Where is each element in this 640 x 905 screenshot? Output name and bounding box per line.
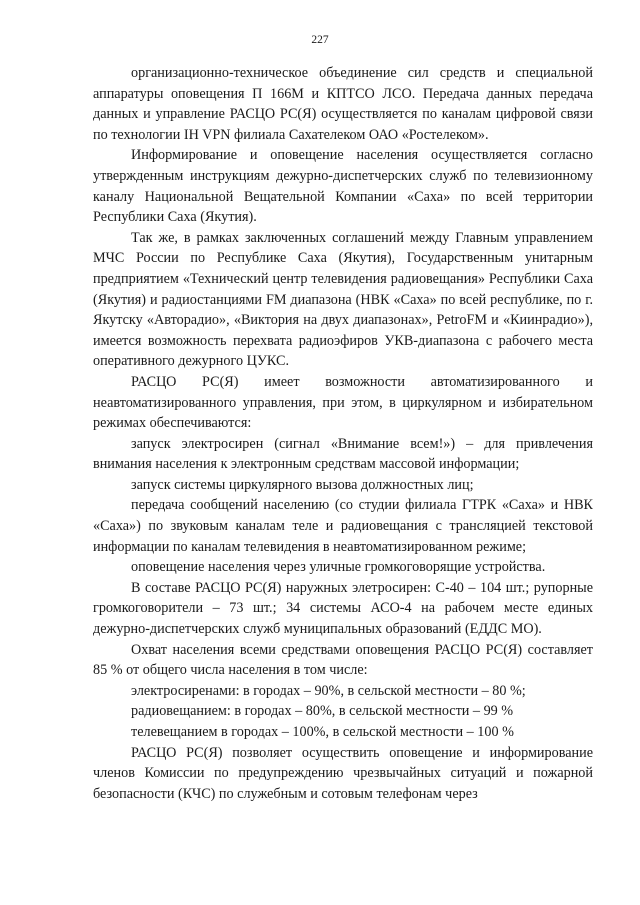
paragraph: РАСЦО РС(Я) позволяет осуществить оповещение и информирование членов Комиссии по предупреждению чрезвычайных ситуаций и пожарной безопасности (КЧС) по служебным и сотовым телефонам через — [93, 744, 593, 802]
paragraph: В составе РАСЦО РС(Я) наружных элетросирен: С-40 – 104 шт.; рупорные громкоговорители – 73 шт.; 34 системы АСО-4 на рабочем месте единых дежурно-диспетчерских служб муниципальных образований (ЕДДС МО). — [93, 579, 593, 638]
list-item: запуск электросирен (сигнал «Внимание всем!») – для привлечения внимания населения к электронным средствам массовой информации; — [93, 435, 593, 473]
paragraph: организационно-техническое объединение сил средств и специальной аппаратуры оповещения П 166М и КПТСО ЛСО. Передача данных передача данных и управление РАСЦО РС(Я) осуществляется по каналам цифровой связи по технологии IH VPN филиала Сахателеком ОАО «Ростелеком». — [93, 65, 593, 143]
list-item: оповещение населения через уличные громкоговорящие устройства. — [131, 559, 546, 576]
list-item: телевещанием в городах – 100%, в сельской местности – 100 % — [131, 724, 514, 740]
document-body — [93, 63, 593, 804]
list-item: запуск системы циркулярного вызова должностных лиц; — [131, 476, 474, 493]
paragraph: РАСЦО РС(Я) имеет возможности автоматизированного и неавтоматизированного управления, при этом, в циркулярном и избирательном режимах обеспечиваются: — [93, 373, 593, 432]
paragraph: Так же, в рамках заключенных соглашений между Главным управлением МЧС России по Республике Саха (Якутия), Государственным унитарным предприятием «Технический центр телевидения радиовещания» Республики Саха (Якутия) и радиостанциями FM диапазона (НВК «Саха» по всей республике, по г. Якутску «Авторадио», «Виктория на двух диапазонах», PetroFM и «Киинрадио»), имеется возможность перехвата радиоэфиров УКВ-диапазона с рабочего места оперативного дежурного ЦУКС. — [93, 229, 593, 370]
paragraph: Информирование и оповещение населения осуществляется согласно утвержденным инструкциям дежурно-диспетчерских служб по телевизионному каналу Национальной Вещательной Компании «Саха» по всей территории Республики Саха (Якутия). — [93, 147, 593, 226]
list-item: передача сообщений населению (со студии филиала ГТРК «Саха» и НВК «Саха») по звуковым каналам теле и радиовещания с трансляцией текстовой информации по каналам телевидения в неавтоматизированном режиме; — [93, 497, 593, 555]
paragraph: Охват населения всеми средствами оповещения РАСЦО РС(Я) составляет 85 % от общего числа населения в том числе: — [93, 641, 593, 679]
list-item: радиовещанием: в городах – 80%, в сельской местности – 99 % — [131, 703, 514, 720]
list-item: электросиренами: в городах – 90%, в сельской местности – 80 %; — [131, 682, 526, 699]
page-number: 227 — [311, 34, 329, 46]
